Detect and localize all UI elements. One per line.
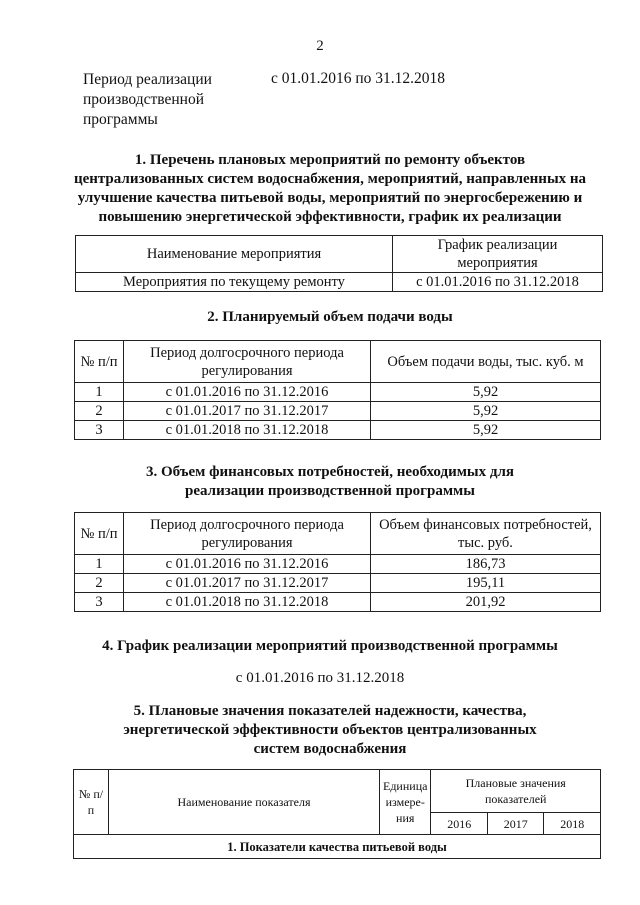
table-header: Период долгосрочного периода регулирования	[124, 341, 371, 383]
table-row	[75, 555, 601, 574]
table-header: № п/п	[74, 770, 109, 835]
table-header: № п/п	[75, 341, 124, 383]
section3-title-line: реализации производственной программы	[185, 483, 475, 499]
table-cell: с 01.01.2017 по 31.12.2017	[124, 574, 371, 593]
section1-title-line: централизованных систем водоснабжения, мероприятий, направленных на	[73, 171, 587, 187]
year-header: 2018	[544, 813, 601, 835]
table-header: График реализации мероприятия	[393, 236, 603, 273]
table-cell: 2	[75, 574, 124, 593]
section4-period: с 01.01.2016 по 31.12.2018	[235, 670, 405, 686]
finance-table	[74, 512, 601, 612]
table-header: Объем финансовых потребностей, тыс. руб.	[371, 513, 601, 555]
table-cell: 5,92	[371, 383, 601, 402]
table-cell: 3	[75, 421, 124, 440]
period-value: с 01.01.2016 по 31.12.2018	[271, 70, 446, 87]
section5-title	[60, 702, 600, 759]
section1-title	[60, 151, 600, 227]
table-cell: с 01.01.2016 по 31.12.2018	[393, 273, 603, 292]
table-cell: 2	[75, 402, 124, 421]
page-number: 2	[316, 38, 324, 54]
indicators-table	[73, 769, 601, 859]
table-row	[75, 402, 601, 421]
section3-title-line: 3. Объем финансовых потребностей, необходимых для	[145, 464, 515, 480]
period-label-line: производственной	[83, 91, 205, 108]
table-row	[75, 383, 601, 402]
section1-title-line: 1. Перечень плановых мероприятий по ремонту объектов	[134, 152, 526, 168]
table-row	[75, 574, 601, 593]
section1-title-line: повышению энергетической эффективности, график их реализации	[98, 209, 562, 225]
table-header: Период долгосрочного периода регулирования	[124, 513, 371, 555]
table-section-row: 1. Показатели качества питьевой воды	[74, 835, 601, 859]
table-row	[74, 835, 601, 859]
table-header: Наименование мероприятия	[76, 236, 393, 273]
table-cell: 195,11	[371, 574, 601, 593]
table-cell: 1	[75, 555, 124, 574]
table-header: Единица измере-ния	[380, 770, 431, 835]
table-cell: с 01.01.2018 по 31.12.2018	[124, 593, 371, 612]
section4-title: 4. График реализации мероприятий производственной программы	[102, 638, 558, 654]
section3-title	[60, 463, 600, 501]
table-header: Объем подачи воды, тыс. куб. м	[371, 341, 601, 383]
table-cell: Мероприятия по текущему ремонту	[76, 273, 393, 292]
activities-table	[75, 235, 603, 292]
table-cell: с 01.01.2018 по 31.12.2018	[124, 421, 371, 440]
period-label-line: программы	[83, 111, 158, 128]
table-cell: с 01.01.2016 по 31.12.2016	[124, 555, 371, 574]
table-cell: 5,92	[371, 402, 601, 421]
period-label	[83, 70, 243, 130]
year-header: 2017	[487, 813, 544, 835]
section1-title-line: улучшение качества питьевой воды, мероприятий по энергосбережению и	[77, 190, 583, 206]
water-volume-table	[74, 340, 601, 440]
period-label-line: Период реализации	[83, 71, 212, 88]
table-header: Плановые значения показателей	[431, 770, 601, 813]
table-cell: 3	[75, 593, 124, 612]
section2-title: 2. Планируемый объем подачи воды	[207, 309, 453, 325]
table-row	[76, 273, 603, 292]
table-cell: с 01.01.2017 по 31.12.2017	[124, 402, 371, 421]
table-cell: с 01.01.2016 по 31.12.2016	[124, 383, 371, 402]
table-cell: 1	[75, 383, 124, 402]
section5-title-line: 5. Плановые значения показателей надежности, качества,	[133, 703, 527, 719]
table-row	[75, 421, 601, 440]
section5-title-line: энергетической эффективности объектов централизованных	[123, 722, 537, 738]
table-cell: 5,92	[371, 421, 601, 440]
section5-title-line: систем водоснабжения	[253, 741, 407, 757]
table-header: Наименование показателя	[109, 770, 380, 835]
year-header: 2016	[431, 813, 488, 835]
table-header: № п/п	[75, 513, 124, 555]
table-row	[75, 593, 601, 612]
table-cell: 201,92	[371, 593, 601, 612]
table-cell: 186,73	[371, 555, 601, 574]
